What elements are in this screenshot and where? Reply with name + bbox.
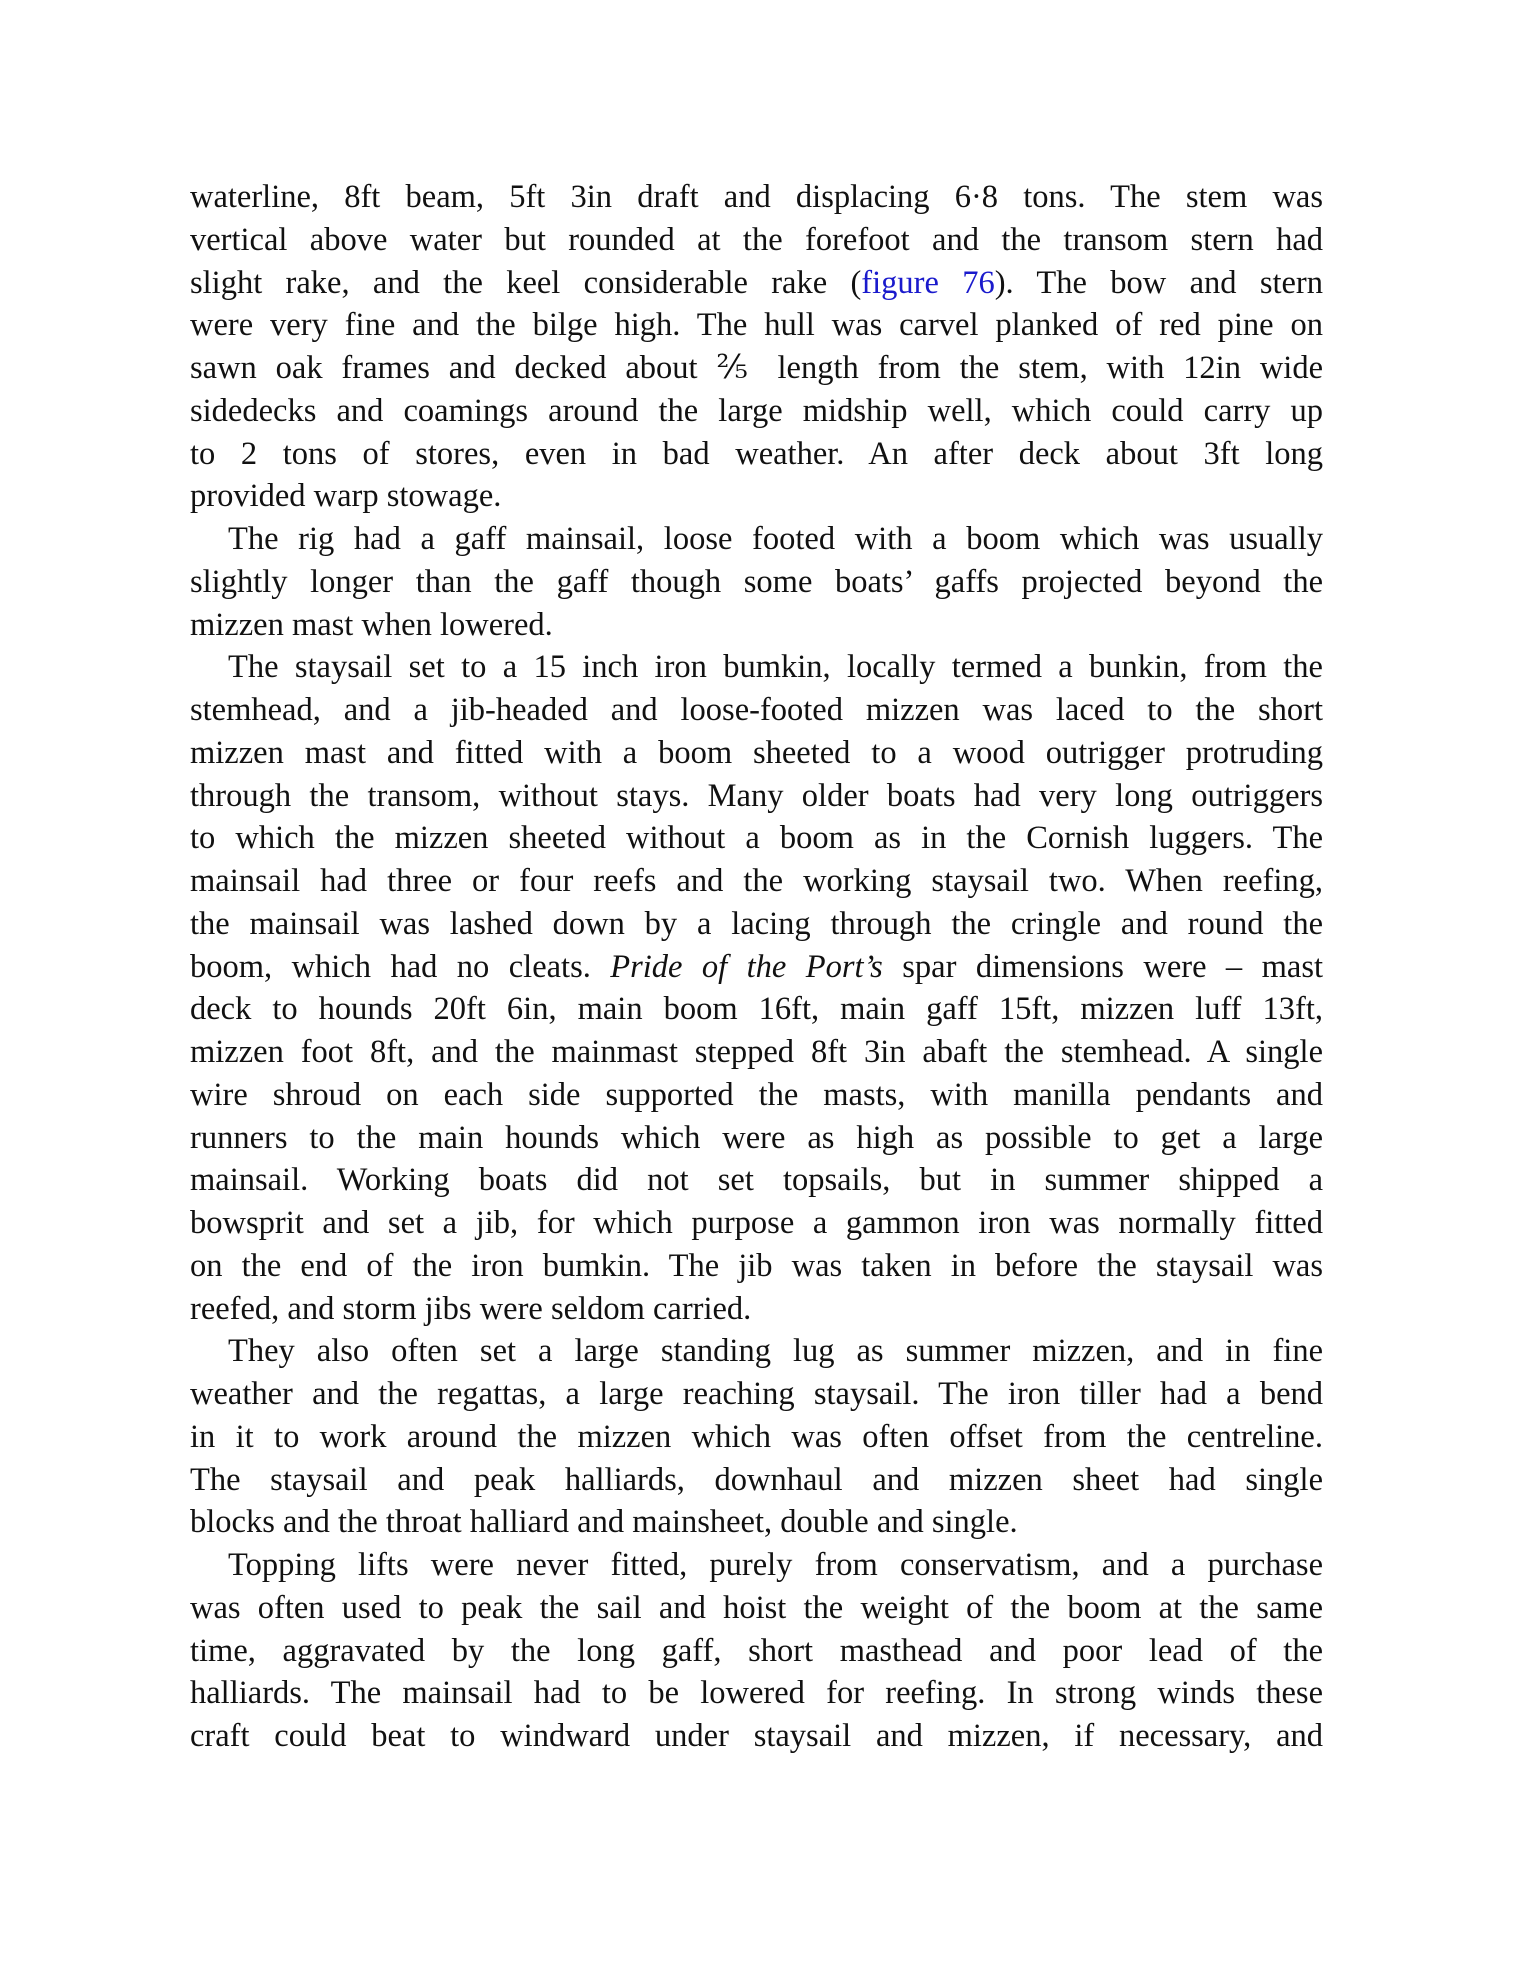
text-line: to which the mizzen sheeted without a boom as in the Cornish luggers. The (190, 820, 1323, 857)
text-line: on the end of the iron bumkin. The jib was taken in before the staysail was (190, 1247, 1323, 1284)
text-line: deck to hounds 20ft 6in, main boom 16ft, main gaff 15ft, mizzen luff 13ft, (190, 991, 1323, 1028)
text-line: through the transom, without stays. Many older boats had very long outriggers (190, 777, 1323, 814)
text-line: halliards. The mainsail had to be lowered for reefing. In strong winds these (190, 1675, 1323, 1712)
text-line: They also often set a large standing lug as summer mizzen, and in fine (228, 1333, 1323, 1370)
text-line: weather and the regattas, a large reaching staysail. The iron tiller had a bend (190, 1376, 1323, 1412)
text-line (190, 262, 1323, 305)
text-line: wire shroud on each side supported the masts, with manilla pendants and (190, 1076, 1323, 1113)
text-line: were very fine and the bilge high. The hull was carvel planked of red pine on (190, 307, 1323, 344)
text-segment: boom, which had no cleats. (190, 948, 611, 985)
page-body-text (190, 176, 1323, 1758)
text-segment: spar dimensions were – mast (882, 948, 1323, 985)
text-line: stemhead, and a jib-headed and loose-footed mizzen was laced to the short (190, 692, 1323, 728)
text-line: mainsail had three or four reefs and the working staysail two. When reefing, (190, 863, 1323, 899)
figure-link[interactable]: figure 76 (861, 264, 995, 301)
text-line: was often used to peak the sail and hoist the weight of the boom at the same (190, 1589, 1323, 1626)
text-line: blocks and the throat halliard and mainsheet, double and single. (190, 1504, 1018, 1541)
paragraph (190, 646, 1323, 1330)
text-line: Topping lifts were never fitted, purely from conservatism, and a purchase (228, 1547, 1323, 1583)
text-line: slightly longer than the gaff though some boats’ gaffs projected beyond the (190, 563, 1323, 600)
text-line: time, aggravated by the long gaff, short masthead and poor lead of the (190, 1632, 1323, 1669)
text-line: The staysail set to a 15 inch iron bumkin, locally termed a bunkin, from the (228, 649, 1323, 686)
text-line: reefed, and storm jibs were seldom carried. (190, 1290, 752, 1327)
italic-vessel-name: Pride of the Port’s (610, 948, 883, 985)
paragraph (190, 1544, 1323, 1758)
text-segment: ). The bow and stern (994, 264, 1323, 301)
text-line: provided warp stowage. (190, 478, 502, 515)
text-line: in it to work around the mizzen which was often offset from the centreline. (190, 1418, 1323, 1455)
text-line: mainsail. Working boats did not set topsails, but in summer shipped a (190, 1162, 1323, 1199)
text-line: waterline, 8ft beam, 5ft 3in draft and displacing 6·8 tons. The stem was (190, 179, 1323, 215)
text-line: craft could beat to windward under staysail and mizzen, if necessary, and (190, 1718, 1323, 1754)
text-line: sawn oak frames and decked about ⅖ length from the stem, with 12in wide (190, 350, 1323, 386)
paragraph (190, 1330, 1323, 1544)
text-line: bowsprit and set a jib, for which purpose a gammon iron was normally fitted (190, 1205, 1323, 1241)
text-line: runners to the main hounds which were as high as possible to get a large (190, 1119, 1323, 1156)
text-line: mizzen mast when lowered. (190, 606, 553, 643)
text-line: mizzen mast and fitted with a boom sheeted to a wood outrigger protruding (190, 734, 1323, 771)
text-line: mizzen foot 8ft, and the mainmast stepped 8ft 3in abaft the stemhead. A single (190, 1034, 1323, 1070)
text-line: the mainsail was lashed down by a lacing through the cringle and round the (190, 905, 1323, 942)
text-line: sidedecks and coamings around the large midship well, which could carry up (190, 392, 1323, 429)
text-line: The staysail and peak halliards, downhaul and mizzen sheet had single (190, 1461, 1323, 1498)
text-line: The rig had a gaff mainsail, loose footed with a boom which was usually (228, 521, 1323, 557)
text-line (190, 946, 1323, 989)
text-line: to 2 tons of stores, even in bad weather. An after deck about 3ft long (190, 435, 1323, 472)
paragraph (190, 518, 1323, 646)
paragraph (190, 176, 1323, 518)
text-line: vertical above water but rounded at the forefoot and the transom stern had (190, 221, 1323, 258)
text-segment: slight rake, and the keel considerable rake ( (190, 264, 862, 301)
